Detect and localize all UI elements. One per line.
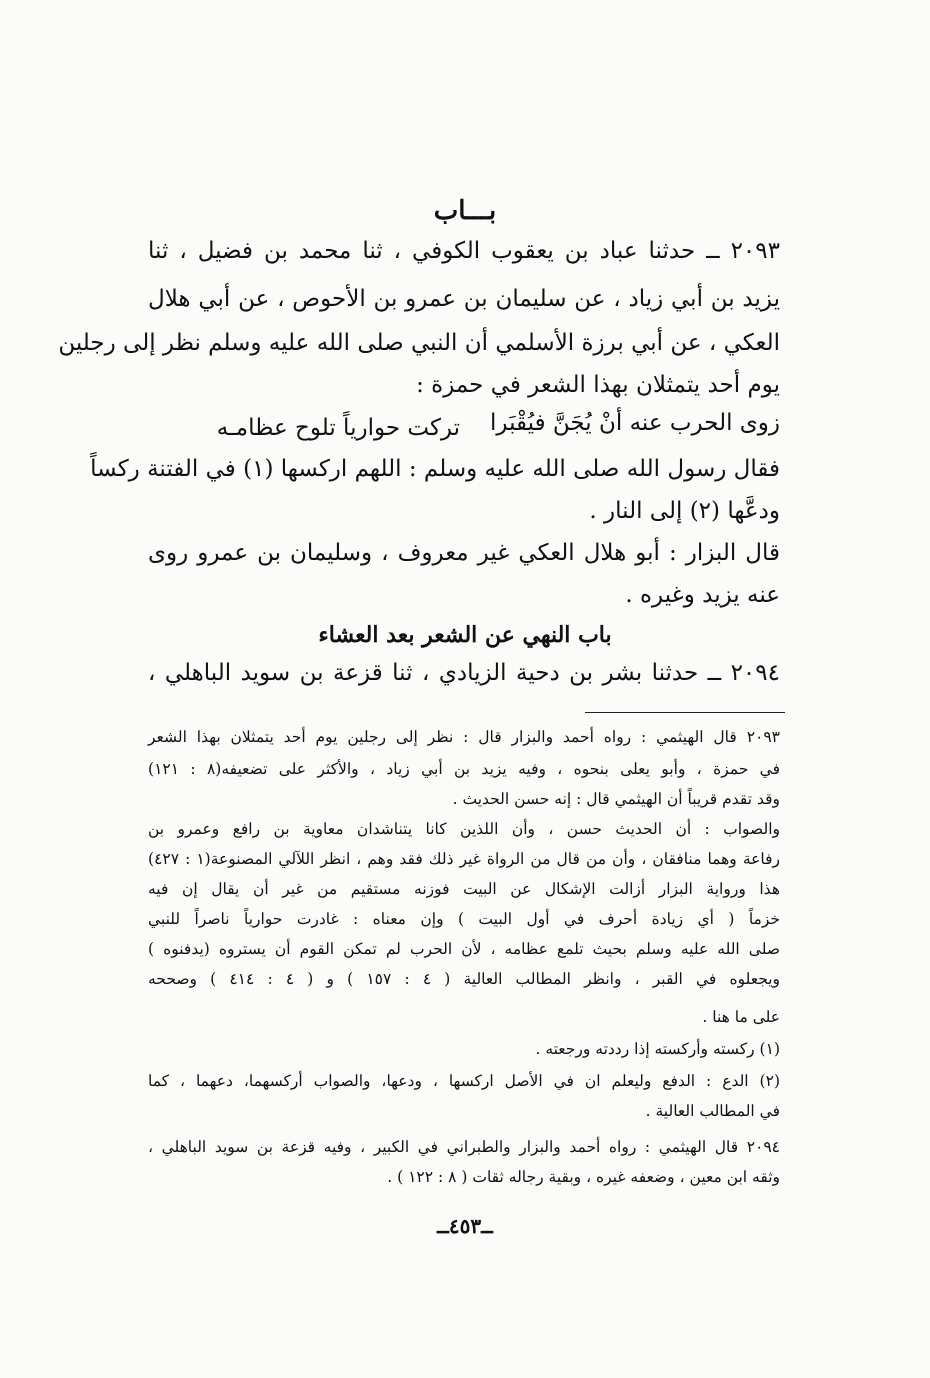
footnote-line: ويجعلوه في القبر ، وانظر المطالب العالية ( ٤ : ١٥٧ ) و ( ٤ : ٤١٤ ) وصححه: [148, 970, 781, 988]
footnote-1: (١) ركسته وأركسته إذا رددته ورجعته .: [535, 1040, 780, 1058]
footnote-line: خزماً ( أي زيادة أحرف في أول البيت ) وإن معناه : غادرت حوارياً ناصراً للنبي: [148, 910, 780, 928]
hadith-2094-line-1: ٢٠٩٤ ــ حدثنا بشر بن دحية الزيادي ، ثنا قزعة بن سويد الباهلي ،: [148, 660, 780, 686]
hadith-2093-line-4: يوم أحد يتمثلان بهذا الشعر في حمزة :: [416, 372, 780, 398]
footnote-2094-line-2: وثقه ابن معين ، وضعفه غيره ، وبقية رجاله ثقات ( ٨ : ١٢٢ ) .: [387, 1168, 780, 1186]
footnote-line: هذا ورواية البزار أزالت الإشكال عن البيت فوزنه مستقيم من غير أن يقال إن فيه: [148, 880, 780, 898]
footnote-2094-line-1: ٢٠٩٤ قال الهيثمي : رواه أحمد والبزار والطبراني في الكبير ، وفيه قزعة بن سويد الباهلي ،: [148, 1138, 780, 1156]
footnote-separator: [585, 712, 785, 713]
hadith-2093-line-2: يزيد بن أبي زياد ، عن سليمان بن عمرو بن الأحوص ، عن أبي هلال: [148, 286, 780, 312]
footnote-line: وقد تقدم قريباً أن الهيثمي قال : إنه حسن الحديث .: [452, 790, 780, 808]
footnote-line: في حمزة ، وأبو يعلى بنحوه ، وفيه يزيد بن أبي زياد ، والأكثر على تضعيفه(٨ : ١٢١): [148, 760, 781, 778]
footnote-2-line-1: (٢) الدع : الدفع وليعلم ان في الأصل اركسها ، ودعها، والصواب أركسهما، دعهما ، كما: [148, 1072, 780, 1090]
section-heading: باب النهي عن الشعر بعد العشاء: [318, 622, 612, 648]
footnote-line: والصواب : أن الحديث حسن ، وأن اللذين كانا يتناشدان معاوية بن رافع وعمرو بن: [148, 820, 780, 838]
footnote-2-line-2: في المطالب العالية .: [645, 1102, 780, 1120]
hadith-2093-line-3: العكي ، عن أبي برزة الأسلمي أن النبي صلى الله عليه وسلم نظر إلى رجلين: [58, 330, 780, 356]
hadith-2093-line-1: ٢٠٩٣ ــ حدثنا عباد بن يعقوب الكوفي ، ثنا محمد بن فضيل ، ثنا: [148, 238, 780, 264]
chapter-heading: بـــاب: [433, 196, 497, 226]
footnote-line: رفاعة وهما منافقان ، وأن من قال من الرواة غير ذلك فقد وهم ، انظر اللآلي المصنوعة(١ : ٤٢٧): [148, 850, 780, 868]
bazzar-comment-line-2: عنه يزيد وغيره .: [625, 582, 780, 608]
hadith-2093-line-5: فقال رسول الله صلى الله عليه وسلم : اللهم اركسها (١) في الفتنة ركساً: [90, 456, 780, 482]
verse-first-hemistich: زوى الحرب عنه أنْ يُجَنَّ فيُقْبَرا: [490, 410, 780, 436]
verse-second-hemistich: تركت حوارياً تلوح عظامـه: [216, 415, 460, 441]
footnote-line: ٢٠٩٣ قال الهيثمي : رواه أحمد والبزار قال : نظر إلى رجلين يوم أحد يتمثلان بهذا الشعر: [148, 728, 780, 746]
footnote-line: صلى الله عليه وسلم بحيث تلمع عظامه ، لأن الحرب لم تمكن القوم أن يستروه (يدفنوه ): [148, 940, 780, 958]
hadith-2093-line-6: ودعَّها (٢) إلى النار .: [589, 498, 780, 524]
footnote-line: على ما هنا .: [702, 1008, 780, 1026]
page-number: ــ٤٥٣ــ: [437, 1214, 493, 1238]
bazzar-comment-line-1: قال البزار : أبو هلال العكي غير معروف ، وسليمان بن عمرو روى: [148, 540, 780, 566]
